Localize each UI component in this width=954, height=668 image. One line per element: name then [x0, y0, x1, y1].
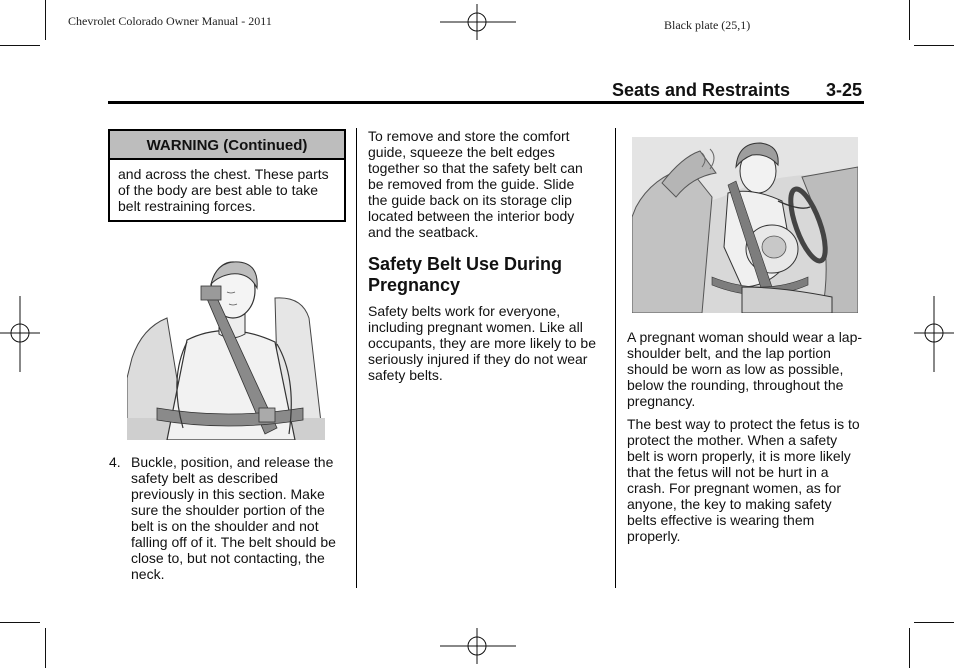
- crop-mark: [45, 628, 46, 668]
- illustration-pregnant-woman-driving: [632, 137, 858, 313]
- protect-mother-paragraph: The best way to protect the fetus is to protect the mother. When a safety belt is worn properly, it is more likely that the fetus will not be hurt in a crash. For pregnant women, as for anyone, the key to making safety belts effective is wearing them properly.: [627, 416, 860, 544]
- list-item: [109, 454, 337, 582]
- registration-mark-icon: [0, 296, 40, 372]
- page-number: 3-25: [826, 80, 863, 100]
- illustration-person-wearing-seat-belt: [127, 258, 325, 440]
- steps-list: [109, 454, 337, 582]
- manual-title: Chevrolet Colorado Owner Manual - 2011: [68, 14, 272, 28]
- crop-mark: [914, 622, 954, 623]
- registration-mark-icon: [440, 4, 516, 40]
- comfort-guide-paragraph: To remove and store the comfort guide, squeeze the belt edges together so that the safety belt can be removed from the guide. Slide the guide back on its storage clip located between the interior body and the seatback.: [368, 128, 583, 240]
- crop-mark: [909, 628, 910, 668]
- crop-mark: [914, 45, 954, 46]
- step-text: Buckle, position, and release the safety belt as described previously in this section. Make sure the shoulder portion of the belt is on the shoulder and not falling off of it. The belt should be close to, but not contacting, the neck.: [131, 454, 336, 582]
- column-divider: [615, 128, 616, 588]
- plate-label: Black plate (25,1): [664, 18, 751, 32]
- crop-mark: [0, 622, 40, 623]
- pregnancy-heading: Safety Belt Use During Pregnancy: [368, 254, 563, 295]
- pregnancy-intro-paragraph: Safety belts work for everyone, including pregnant women. Like all occupants, they are more likely to be seriously injured if they do not wear safety belts.: [368, 303, 597, 383]
- column-divider: [356, 128, 357, 588]
- step-number: 4.: [109, 454, 121, 470]
- section-title: Seats and Restraints: [612, 80, 791, 100]
- warning-title: WARNING (Continued): [110, 131, 344, 160]
- crop-mark: [45, 0, 46, 40]
- header-rule: [108, 101, 864, 104]
- lap-belt-paragraph: A pregnant woman should wear a lap-shoulder belt, and the lap portion should be worn as low as possible, below the rounding, throughout the pregnancy.: [627, 329, 863, 409]
- warning-text: and across the chest. These parts of the body are best able to take belt restraining forces.: [118, 166, 329, 214]
- warning-box: [108, 129, 346, 222]
- registration-mark-icon: [914, 296, 954, 372]
- registration-mark-icon: [440, 628, 516, 664]
- crop-mark: [909, 0, 910, 40]
- crop-mark: [0, 45, 40, 46]
